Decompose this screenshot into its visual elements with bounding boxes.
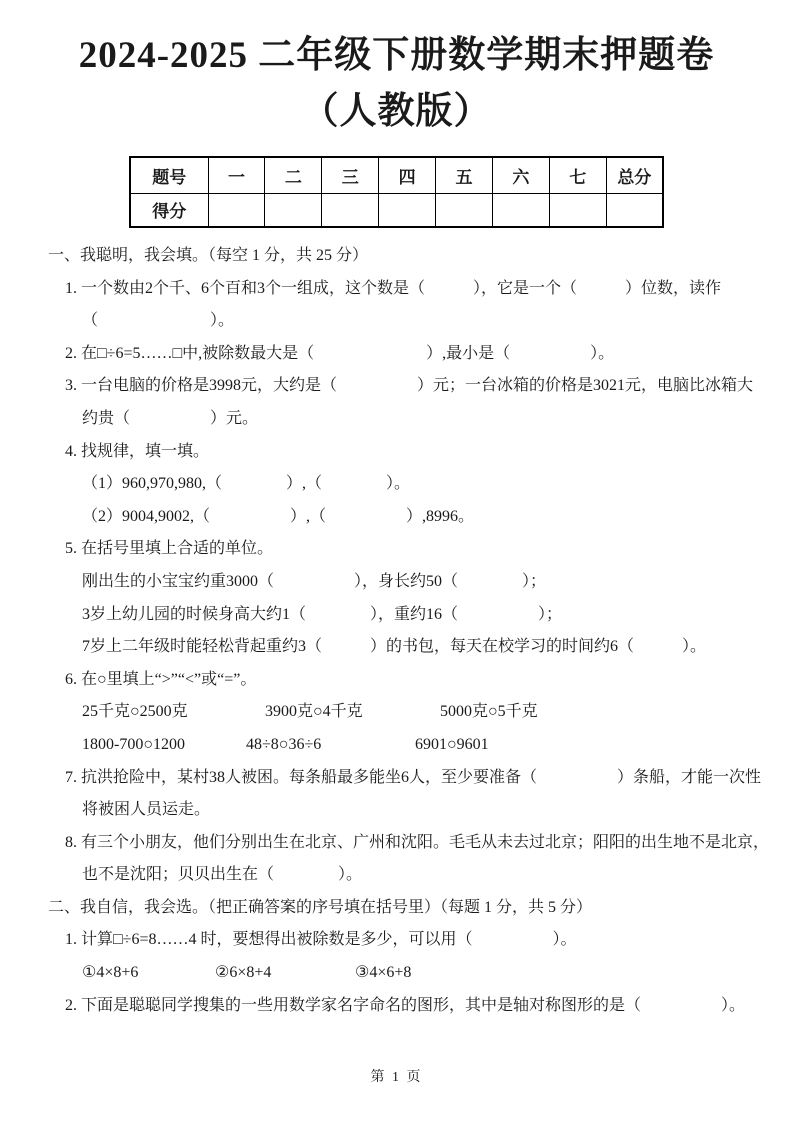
s1-q2: 2. 在□÷6=5……□中,被除数最大是（ ）,最小是（ ）。 <box>65 344 615 362</box>
s1-q5-line3: 7岁上二年级时能轻松背起重约3（ ）的书包，每天在校学习的时间约6（ ）。 <box>82 638 707 656</box>
s1-q6-row1-col-1: 25千克○2500克 <box>82 703 188 721</box>
page-title-line2: （人教版） <box>301 91 492 132</box>
s1-q6-row1-col-2: 3900克○4千克 <box>265 703 363 721</box>
s1-q8-line2: 也不是沈阳；贝贝出生在（ ）。 <box>82 866 363 884</box>
page-footer: 第 1 页 <box>370 1070 423 1085</box>
s1-q3-line1: 3. 一台电脑的价格是3998元，大约是（ ）元；一台冰箱的价格是3021元，电脑比冰箱大 <box>65 377 754 395</box>
score-table-row-label: 得分 <box>130 193 208 227</box>
score-table-empty-cell <box>492 193 549 227</box>
page-title-line1: 2024-2025 二年级下册数学期末押题卷 <box>78 35 715 76</box>
score-table-empty-cell <box>549 193 606 227</box>
s1-q7-line2: 将被困人员运走。 <box>82 801 211 819</box>
score-table-empty-cell <box>436 193 493 227</box>
section-2-header: 二、我自信，我会选。（把正确答案的序号填在括号里）（每题 1 分，共 5 分） <box>48 898 593 916</box>
score-table-column-header: 一 <box>208 157 265 193</box>
score-table-empty-cell <box>322 193 379 227</box>
s2-q1-options-col-1: ①4×8+6 <box>82 964 139 982</box>
score-table-empty-cell <box>208 193 265 227</box>
s1-q1-line1: 1. 一个数由2个千、6个百和3个一组成，这个数是（ ），它是一个（ ）位数，读作 <box>65 279 722 297</box>
score-table-empty-cell <box>265 193 322 227</box>
score-table-column-header: 三 <box>322 157 379 193</box>
s1-q6-row2-col-2: 48÷8○36÷6 <box>246 735 322 753</box>
score-table-column-header: 七 <box>549 157 606 193</box>
score-table-score-row <box>130 193 663 227</box>
score-table-column-header: 六 <box>492 157 549 193</box>
score-table <box>129 156 664 228</box>
s1-q6-row1 <box>48 696 753 729</box>
s1-q5: 5. 在括号里填上合适的单位。 <box>65 540 274 558</box>
page-title <box>0 0 793 140</box>
s1-q6: 6. 在○里填上“>”“<”或“=”。 <box>65 670 257 688</box>
s1-q6-row2-col-1: 1800-700○1200 <box>82 735 185 753</box>
s1-q5-line2: 3岁上幼儿园的时候身高大约1（ ），重约16（ ）； <box>82 605 563 623</box>
s2-q1-options <box>48 957 753 990</box>
s2-q2: 2. 下面是聪聪同学搜集的一些用数学家名字命名的图形，其中是轴对称图形的是（ ）。 <box>65 996 746 1014</box>
score-table-header-row <box>130 157 663 193</box>
s1-q6-row2 <box>48 729 753 762</box>
s1-q5-line1: 刚出生的小宝宝约重3000（ ），身长约50（ ）； <box>82 572 547 590</box>
score-table-column-header: 总分 <box>606 157 663 193</box>
score-table-column-header: 五 <box>436 157 493 193</box>
s1-q7-line1: 7. 抗洪抢险中，某村38人被困。每条船最多能坐6人，至少要准备（ ）条船，才能一次性 <box>65 768 762 786</box>
s1-q6-row2-col-3: 6901○9601 <box>415 735 489 753</box>
score-table-header-label: 题号 <box>130 157 208 193</box>
score-table-column-header: 二 <box>265 157 322 193</box>
s2-q1-options-col-3: ③4×6+8 <box>355 964 412 982</box>
s1-q4-item2: （2）9004,9002,（ ）,（ ）,8996。 <box>82 507 475 525</box>
s1-q4-item1: （1）960,970,980,（ ）,（ ）。 <box>82 475 411 493</box>
s2-q1: 1. 计算□÷6=8……4 时，要想得出被除数是多少，可以用（ ）。 <box>65 931 577 949</box>
score-table-empty-cell <box>606 193 663 227</box>
exam-body <box>0 228 793 1022</box>
score-table-empty-cell <box>379 193 436 227</box>
s1-q1-line2: （ ）。 <box>82 312 235 330</box>
score-table-column-header: 四 <box>379 157 436 193</box>
section-1-header: 一、我聪明，我会填。（每空 1 分，共 25 分） <box>48 247 369 264</box>
s1-q8-line1: 8. 有三个小朋友，他们分别出生在北京、广州和沈阳。毛毛从未去过北京；阳阳的出生地不是北京， <box>65 833 770 851</box>
s1-q4: 4. 找规律，填一填。 <box>65 442 210 460</box>
s2-q1-options-col-2: ②6×8+4 <box>215 964 272 982</box>
s1-q6-row1-col-3: 5000克○5千克 <box>440 703 538 721</box>
s1-q3-line2: 约贵（ ）元。 <box>82 409 259 427</box>
